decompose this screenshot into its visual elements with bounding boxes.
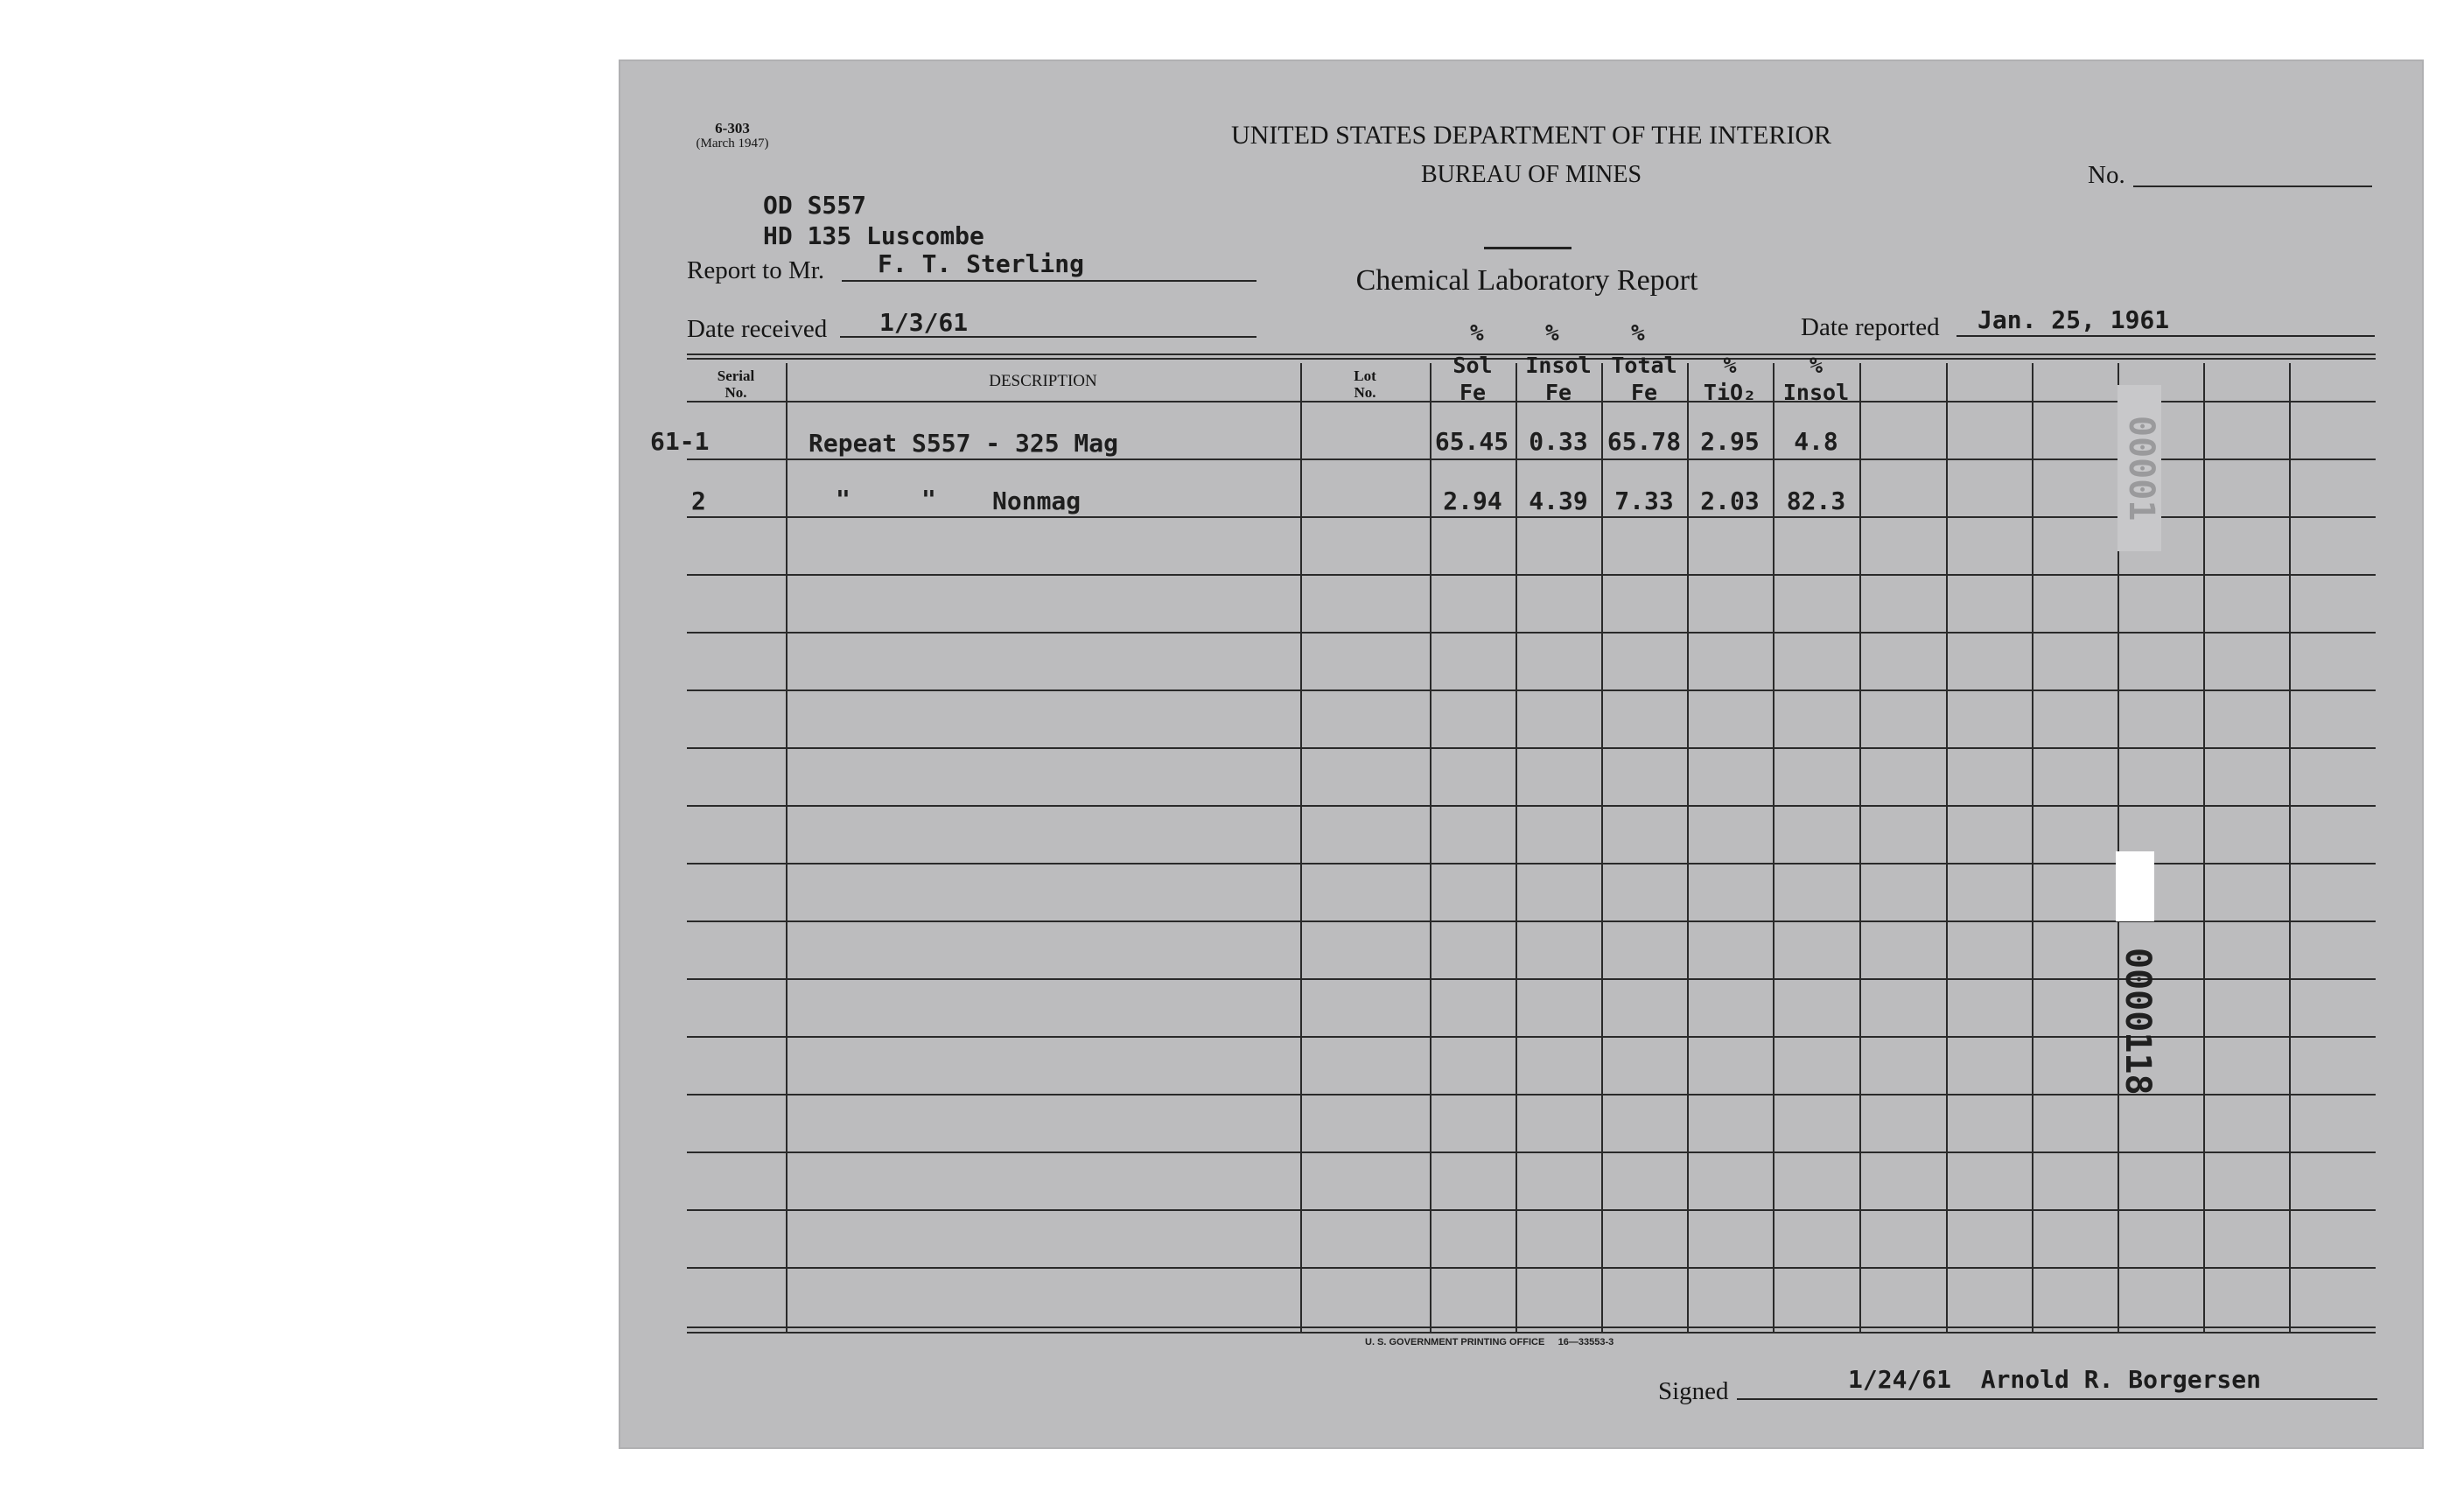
report-to-value: F. T. Sterling — [878, 249, 1085, 278]
header-insol-pct: % — [1809, 353, 1824, 378]
header-insol-a: Insol — [1782, 380, 1850, 405]
row-rule-7 — [687, 805, 2376, 807]
date-reported-value: Jan. 25, 1961 — [1978, 305, 2170, 334]
ref-line-2: HD 135 Luscombe — [763, 221, 984, 250]
row-rule-5 — [687, 690, 2376, 691]
row-rule-4 — [687, 632, 2376, 634]
signed-line — [1737, 1398, 2377, 1400]
header-insol-fe-a: Insol — [1525, 353, 1592, 378]
row1-sol-fe: 65.45 — [1434, 427, 1509, 456]
row-rule-3 — [687, 574, 2376, 576]
header-total-fe-a: Total — [1611, 353, 1677, 378]
header-tio2 — [1687, 352, 1773, 406]
header-total-fe — [1601, 352, 1687, 406]
bureau-title: BUREAU OF MINES — [1420, 161, 1642, 188]
title-divider — [1484, 247, 1572, 249]
report-to-label: Report to Mr. — [687, 256, 825, 284]
row2-tio2: 2.03 — [1700, 486, 1760, 515]
header-description: DESCRIPTION — [989, 372, 1097, 390]
header-sol-fe — [1430, 352, 1516, 406]
form-number: 6-303 — [715, 120, 750, 136]
date-received-line — [840, 336, 1256, 338]
row2-ditto-2: " — [921, 485, 936, 514]
header-insol-fe — [1516, 352, 1601, 406]
header-sol-fe-a: Sol — [1452, 353, 1493, 378]
col-divider-9 — [2203, 363, 2205, 1332]
col-divider-description — [1300, 363, 1302, 1332]
signed-value: 1/24/61 Arnold R. Borgersen — [1848, 1365, 2262, 1394]
stamp-label — [2116, 851, 2154, 921]
header-serial — [687, 368, 785, 401]
row2-serial: 2 — [691, 486, 706, 515]
row2-total-fe: 7.33 — [1614, 486, 1674, 515]
printer-line: U. S. GOVERNMENT PRINTING OFFICE 16—33553-3 — [1365, 1337, 1614, 1348]
row2-insol: 82.3 — [1786, 486, 1846, 515]
row-rule-14 — [687, 1209, 2376, 1211]
col-divider-10 — [2289, 363, 2291, 1332]
date-received-value: 1/3/61 — [879, 308, 969, 337]
header-lot — [1300, 368, 1430, 401]
table-bottom-rule — [687, 1326, 2376, 1328]
signed-label: Signed — [1658, 1377, 1729, 1405]
row1-insol-fe: 0.33 — [1529, 427, 1588, 456]
agency-title: UNITED STATES DEPARTMENT OF THE INTERIOR — [1230, 121, 1832, 150]
col-divider-6 — [1946, 363, 1948, 1332]
row1-description: Repeat S557 - 325 Mag — [808, 429, 1119, 458]
pct-marker-total-fe: % — [1631, 320, 1645, 346]
serial-stamp-top: 00001 — [2118, 385, 2161, 551]
col-divider-serial — [786, 363, 788, 1332]
table-bottom-rule-2 — [687, 1332, 2376, 1334]
date-reported-label: Date reported — [1801, 313, 1940, 341]
date-reported-line — [1956, 335, 2375, 337]
row2-sol-fe: 2.94 — [1443, 486, 1502, 515]
ref-line-1: OD S557 — [763, 191, 867, 220]
header-lot-line2: No. — [1354, 384, 1376, 401]
header-lot-line1: Lot — [1354, 368, 1376, 384]
header-sol-fe-b: Fe — [1459, 380, 1487, 405]
row-rule-15 — [687, 1267, 2376, 1269]
col-divider-5 — [1859, 363, 1861, 1332]
date-received-label: Date received — [687, 315, 828, 343]
header-serial-line2: No. — [724, 384, 747, 401]
header-serial-line1: Serial — [717, 368, 755, 384]
form-edition: (March 1947) — [696, 136, 769, 150]
pct-marker-insol-fe: % — [1545, 320, 1559, 346]
row1-tio2: 2.95 — [1700, 427, 1760, 456]
row1-serial: 61-1 — [650, 427, 710, 456]
row-rule-13 — [687, 1152, 2376, 1153]
row1-insol: 4.8 — [1794, 427, 1838, 456]
header-tio2-pct: % — [1723, 353, 1737, 378]
serial-stamp-bottom: 0000118 — [2118, 948, 2158, 1096]
row2-description: Nonmag — [992, 486, 1082, 515]
row1-total-fe: 65.78 — [1606, 427, 1682, 456]
header-tio2-a: TiO₂ — [1703, 380, 1757, 405]
col-divider-7 — [2032, 363, 2034, 1332]
row2-insol-fe: 4.39 — [1529, 486, 1588, 515]
report-to-line — [842, 280, 1256, 282]
pct-marker-sol-fe: % — [1470, 320, 1484, 346]
header-insol — [1773, 352, 1859, 406]
no-label: No. — [2088, 161, 2125, 189]
row-rule-6 — [687, 747, 2376, 749]
report-title: Chemical Laboratory Report — [1355, 264, 1698, 297]
row2-ditto-1: " — [836, 485, 850, 514]
no-field-line — [2133, 186, 2372, 187]
header-total-fe-b: Fe — [1630, 380, 1658, 405]
header-insol-fe-b: Fe — [1544, 380, 1572, 405]
